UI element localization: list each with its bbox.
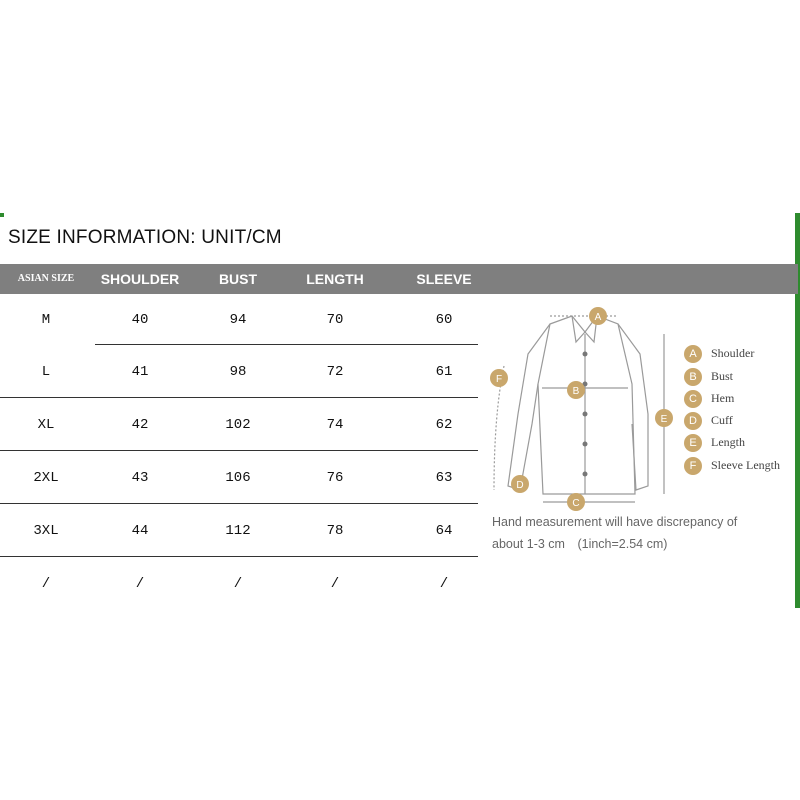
size-cell: XL [37,417,55,433]
shoulder-cell: 42 [131,417,149,433]
bust-cell: / [233,576,243,592]
header-shoulder: SHOULDER [100,271,180,287]
length-cell: 72 [326,364,344,380]
length-cell: / [330,576,340,592]
legend-label: Length [711,435,745,449]
header-length: LENGTH [306,271,364,287]
note-line-1: Hand measurement will have discrepancy of [492,515,738,529]
header-asian-size: ASIAN SIZE [17,273,75,284]
legend-label: Cuff [711,413,733,427]
length-cell: 76 [326,470,344,486]
sleeve-cell: / [439,576,449,592]
marker-b-label: B [572,386,580,397]
table-row [0,346,478,399]
row-divider [0,397,478,398]
header-sleeve: SLEEVE [416,271,472,287]
size-cell: L [41,364,51,380]
size-chart-title: SIZE INFORMATION: UNIT/CM [8,227,282,248]
table-row [0,294,478,347]
bust-cell: 102 [225,417,251,433]
sleeve-cell: 60 [435,312,453,328]
shirt-button [583,352,588,357]
shirt-button [583,412,588,417]
bust-cell: 94 [229,312,247,328]
table-row [0,399,478,452]
shoulder-cell: 40 [131,312,149,328]
shoulder-cell: 41 [131,364,149,380]
header-bust: BUST [218,271,258,287]
note-line-2: about 1-3 cm (1inch=2.54 cm) [492,537,668,551]
sleeve-cell: 62 [435,417,453,433]
size-cell: / [41,576,51,592]
marker-e-label: E [660,414,668,425]
legend-badge: C [684,390,702,408]
table-row [0,505,478,558]
shoulder-cell: 43 [131,470,149,486]
bust-cell: 106 [225,470,251,486]
legend-label: Sleeve Length [711,458,780,472]
legend-label: Bust [711,369,734,383]
sleeve-cell: 61 [435,364,453,380]
length-cell: 78 [326,523,344,539]
left-sleeve [508,324,550,490]
bust-cell: 112 [225,523,251,539]
row-divider [0,503,478,504]
size-cell: 3XL [33,523,59,539]
size-cell: M [41,312,51,328]
sleeve-cell: 64 [435,523,453,539]
measurement-note [492,511,737,555]
legend-badge: A [684,345,702,363]
table-header [0,264,798,294]
legend-badge: E [684,434,702,452]
shirt-button [583,442,588,447]
shoulder-cell: 44 [131,523,149,539]
row-divider [95,344,478,345]
shoulder-cell: / [135,576,145,592]
shirt-body-outline [538,316,635,494]
length-cell: 70 [326,312,344,328]
legend-badge: B [684,368,702,386]
corner-mark [0,213,4,217]
table-row [0,558,478,611]
shirt-button [583,472,588,477]
length-cell: 74 [326,417,344,433]
size-cell: 2XL [33,470,59,486]
row-divider [0,556,478,557]
marker-d-label: D [516,480,524,491]
legend-label: Shoulder [711,346,755,360]
legend-label: Hem [711,391,735,405]
marker-a-label: A [594,312,602,323]
marker-f-label: F [495,374,503,385]
bust-cell: 98 [229,364,247,380]
sleeve-cell: 63 [435,470,453,486]
legend-badge: F [684,457,702,475]
legend-badge: D [684,412,702,430]
marker-c-label: C [572,498,580,509]
table-row [0,452,478,505]
row-divider [0,450,478,451]
